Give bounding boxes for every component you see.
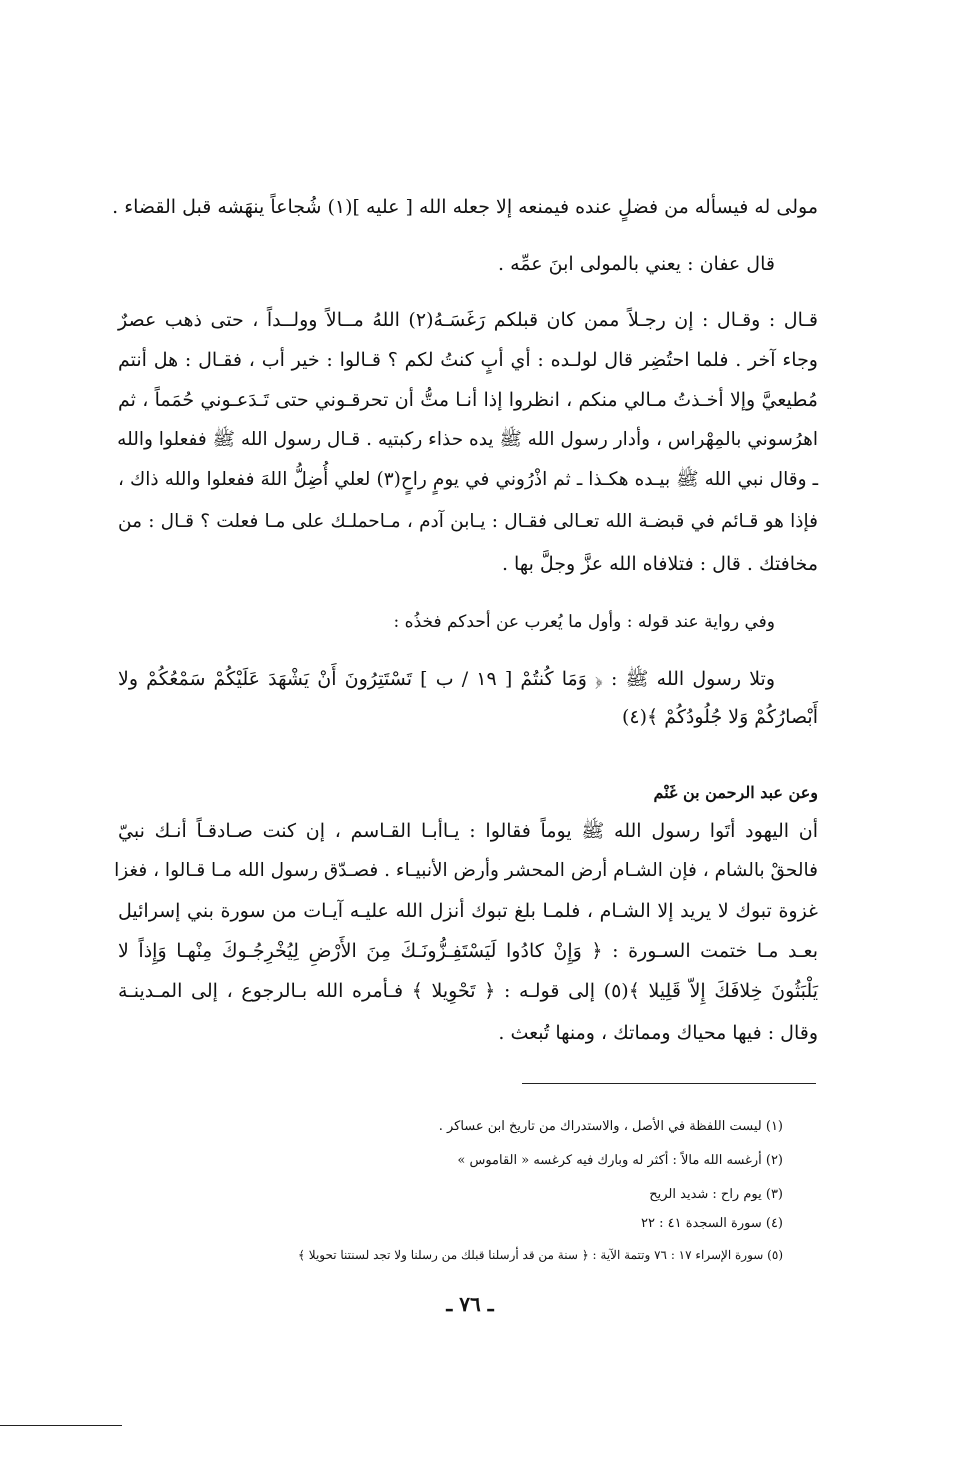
text-line-14: أن اليهود أتَوا رسول الله ﷺ يوماً فقالوا : يـاأبـا القـاسم ، إن كنت صـادقـاً أنـك نبيّ <box>118 820 818 842</box>
text-line-7: ـ وقال نبي الله ﷺ بيـده هكـذا ـ ثم اذْرُوني في يومٍ راحٍ(٣) لعلي أُضِلُّ اللهَ ففعلوا والله ذاك ، <box>118 469 819 490</box>
text-line-4: وجاء آخر . فلما احتُضِر قال لولـده : أي أبٍ كنتُ لكم ؟ قـالوا : خير أب ، فقـال : هل أنتم <box>118 349 818 371</box>
text-line-6: اهرُسوني بالمِهْراس ، وأدار رسول الله ﷺ يده حذاء ركبتيه . قـال رسول الله ﷺ ففعلوا والله <box>117 429 818 450</box>
footnote-2: (٢) أرغسه الله مالاً : أكثر له وبارك فيه كرغسه « القاموس » <box>457 1153 783 1168</box>
text-line-10: وفي رواية عند قوله : وأول ما يُعرب عن أحدكم فخذُه : <box>393 612 775 632</box>
scan-edge-line <box>0 1425 122 1426</box>
text-line-15: فالحقْ بالشام ، فإن الشـام أرض المحشر وأرض الأنبيـاء . فصـدّق رسول الله مـا قـالوا ، فغزا <box>114 860 818 881</box>
text-line-19: وقال : فيها محياك ومماتك ، ومنها تُبعث . <box>498 1022 818 1044</box>
footnote-3: (٣) يوم راح : شديد الريح <box>649 1187 783 1202</box>
text-line-1: مولى له فيسأله من فضلٍ عنده فيمنعه إلا جعله الله [ عليه ](١) شُجاعاً ينهَشه قبل القضاء . <box>112 196 818 218</box>
text-line-16: غزوة تبوك لا يريد إلا الشـام ، فلمـا بلغ تبوك أنزل الله عليـه آيـات من سورة بني إسرائيل <box>118 900 818 922</box>
text-line-8: فإذا هو قـائم في قبضـة الله تعـالى فقـال : يـابن آدم ، مـاحملـك على مـا فعلت ؟ قـال : من <box>118 511 818 532</box>
text-line-5: مُطيعيَّ وإلا أخـذتُ مـالي منكم ، انظروا إذا أنـا متُّ أن تحرقـوني حتى تَـدَعـوني حُمَماً ، ثم <box>118 389 818 411</box>
footnote-separator <box>522 1083 816 1084</box>
text-line-12: أَبْصارُكُمْ وَلا جُلُودُكُمْ ﴾(٤) <box>621 706 818 728</box>
footnote-1: (١) ليست اللفظة في الأصل ، والاستدراك من تاريخ ابن عساكر . <box>438 1119 783 1134</box>
text-line-18: يَلْبَثُونَ خِلافَكَ إِلاّ قَلِيلا ﴾(٥) إلى قولـه : ﴿ تَحْوِيلا ﴾ فـأمره الله بـالرجوع ، إلى المـدينـة <box>118 980 818 1002</box>
text-line-11: وتلا رسول الله ﷺ : ﴿ وَمَا كُنتُمْ [ ١٩ / ب ] تَسْتَتِرُونَ أَنْ يَشْهَدَ عَلَيْكُمْ سَمْعُكُمْ ولا <box>118 668 776 690</box>
page-number: ـ ٧٦ ـ <box>446 1292 494 1316</box>
footnote-5: (٥) سورة الإسراء ١٧ : ٧٦ وتتمة الآية : ﴿ سنة من قد أرسلنا قبلك من رسلنا ولا تجد لسنتنا تحويلا ﴾ <box>297 1248 783 1262</box>
text-line-2: قال عفان : يعني بالمولى ابنَ عمِّه . <box>498 253 775 275</box>
text-line-9: مخافتك . قال : فتلافاه الله عزَّ وجلَّ بها . <box>501 553 818 575</box>
footnote-4: (٤) سورة السجدة ٤١ : ٢٢ <box>640 1216 783 1231</box>
section-heading: وعن عبد الرحمن بن غَنْم <box>653 783 818 802</box>
text-line-3: قـال : وقـال : إن رجـلاً ممن كان قبلكم رَغَسَـهُ(٢) اللهُ مــالاً وولــداً ، حتى ذهب عصرٌ <box>118 309 819 331</box>
text-line-17: بعـد مـا ختمت السـورة : ﴿ وَإِنْ كادُوا لَيَسْتَفِـزُّونَـكَ مِنَ الأَرْضِ لِيُخْرِجُـوكَ مِنْهـا وَإِذاً لا <box>118 940 818 962</box>
